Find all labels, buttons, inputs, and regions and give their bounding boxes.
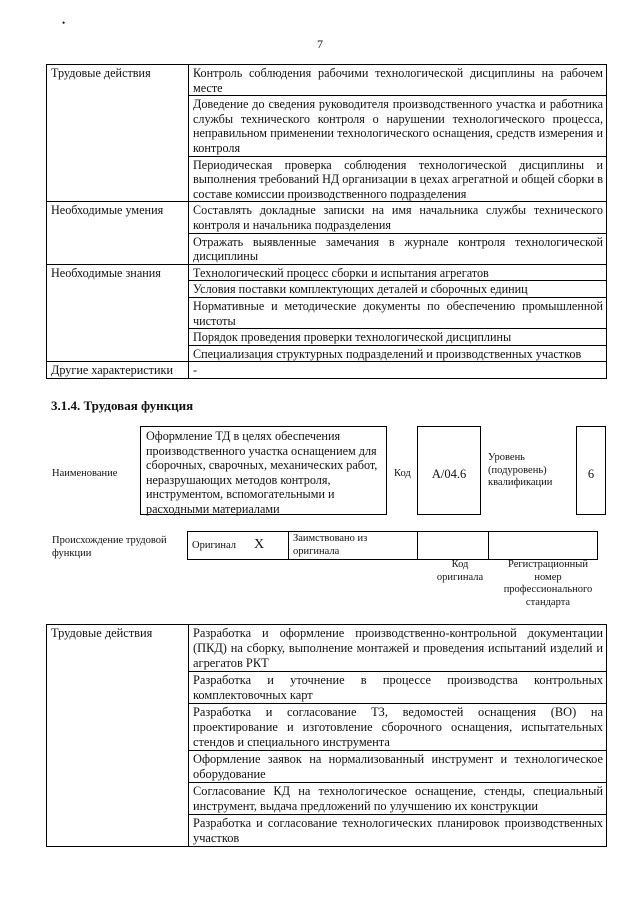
code-label: Код: [394, 468, 411, 479]
code-origin-label: Код оригинала: [436, 559, 484, 583]
row-label: Другие характеристики: [47, 362, 189, 379]
table-cell: Согласование КД на технологическое оснащение, стенды, специальный инструмент, выдача предложений по улучшению их конструкции: [189, 783, 607, 815]
qualification-level-value: 6: [576, 426, 606, 515]
borrowed-label: Заимствовано из оригинала: [289, 532, 418, 560]
table-row: [47, 625, 607, 672]
table-cell: Разработка и согласование технологических планировок производственных участков: [189, 815, 607, 847]
function-name-value: Оформление ТД в целях обеспечения производственного участка оснащением для сборочных, сварочных, механических работ, неразрушающих методов контроля, инструментом, вспомогательными и расходными материалами: [140, 426, 387, 515]
origin-table: [187, 531, 598, 560]
name-label: Наименование: [52, 468, 118, 479]
original-label: Оригинал: [192, 539, 236, 551]
row-label: Трудовые действия: [47, 65, 189, 202]
table-cell: Специализация структурных подразделений и производственных участков: [189, 345, 607, 362]
table-row: [47, 202, 607, 233]
table-cell: Доведение до сведения руководителя производственного участка и работника службы технического контроля о нарушении технологического процесса, неправильном применении технологического оснащения, средств измерения и контроля: [189, 96, 607, 156]
table-cell: Отражать выявленные замечания в журнале контроля технологической дисциплины: [189, 233, 607, 264]
corner-mark: •: [62, 18, 66, 28]
labor-function-table-2: [46, 624, 607, 847]
section-title: 3.1.4. Трудовая функция: [51, 398, 194, 413]
table-row: [47, 65, 607, 96]
table-cell: Технологический процесс сборки и испытания агрегатов: [189, 264, 607, 281]
table-cell: Разработка и уточнение в процессе производства контрольных комплектовочных карт: [189, 672, 607, 704]
function-code-value: A/04.6: [417, 426, 481, 515]
row-label: Необходимые умения: [47, 202, 189, 264]
original-mark: X: [254, 536, 265, 552]
row-label: Необходимые знания: [47, 264, 189, 362]
table-cell: Разработка и согласование ТЗ, ведомостей оснащения (ВО) на проектирование и изготовление сборочного оснащения, испытательных стендов и специального инструмента: [189, 704, 607, 751]
table-cell: Разработка и оформление производственно-контрольной документации (ПКД) на сборку, выполнение монтажей и проведения испытаний изделий и агрегатов РКТ: [189, 625, 607, 672]
row-label: Трудовые действия: [47, 625, 189, 847]
origin-label: Происхождение трудовой функции: [52, 535, 167, 559]
table-cell: Нормативные и методические документы по обеспечению промышленной чистоты: [189, 297, 607, 328]
original-cell: [188, 532, 289, 560]
qualification-level-label: Уровень (подуровень) квалификации: [488, 452, 553, 488]
table-cell: Условия поставки комплектующих деталей и сборочных единиц: [189, 281, 607, 298]
table-cell: Контроль соблюдения рабочими технологической дисциплины на рабочем месте: [189, 65, 607, 96]
code-origin-cell: [418, 532, 489, 560]
reg-number-label: Регистрационный номер профессионального стандарта: [503, 559, 593, 608]
table-cell: Оформление заявок на нормализованный инструмент и технологическое оборудование: [189, 751, 607, 783]
table-cell: Периодическая проверка соблюдения технологической дисциплины и выполнения требований НД организации в цехах агрегатной и общей сборки в составе комиссии производственного подразделения: [189, 156, 607, 202]
table-cell: Порядок проведения проверки технологической дисциплины: [189, 329, 607, 346]
reg-number-cell: [489, 532, 598, 560]
table-row: [188, 532, 598, 560]
labor-function-table-1: [46, 64, 607, 379]
page-number: 7: [317, 37, 323, 51]
table-cell: -: [189, 362, 607, 379]
table-row: [47, 264, 607, 281]
table-row: [47, 362, 607, 379]
table-cell: Составлять докладные записки на имя начальника службы технического контроля и начальника подразделения: [189, 202, 607, 233]
